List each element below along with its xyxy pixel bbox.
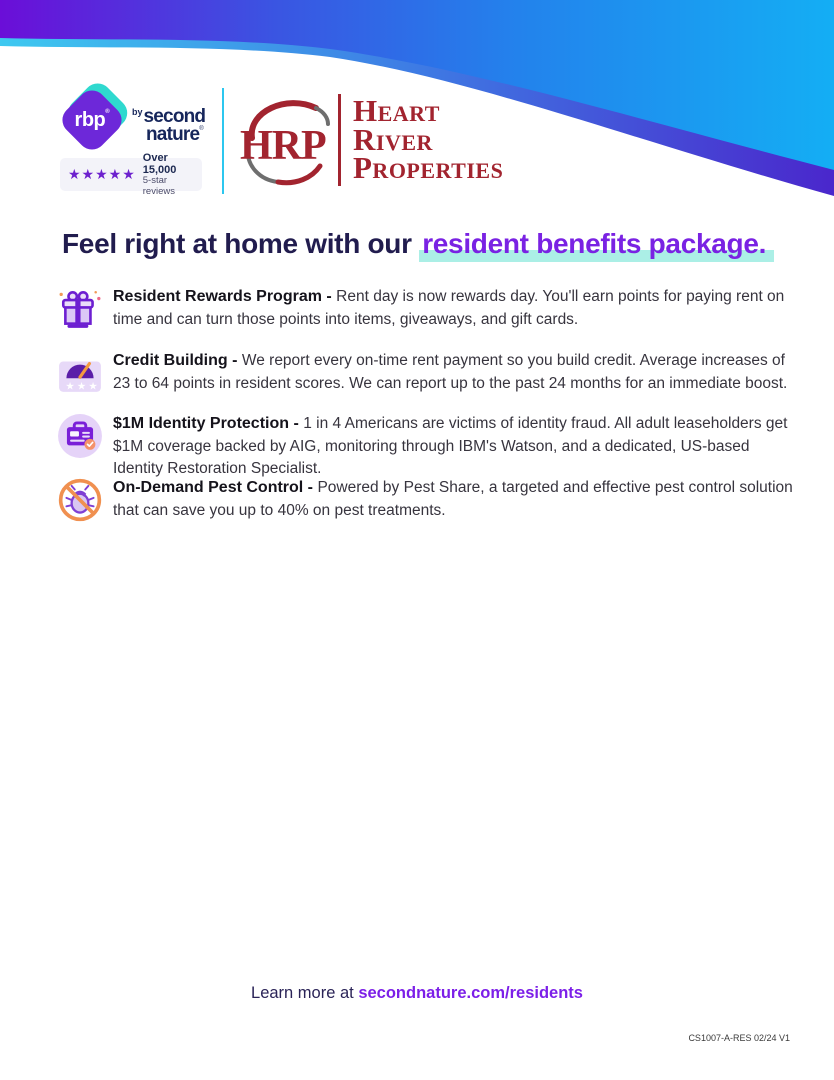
hrp-name <box>353 92 504 186</box>
benefit-body: 1 in 4 Americans are victims of identity fraud. All adult leaseholders get $1M coverage backed by AIG, monitoring through IBM's Watson, and a dedicated, US-based Identity Restoration Specialist. <box>113 415 788 477</box>
header <box>60 88 504 197</box>
logo-divider <box>222 88 224 194</box>
benefit-row-credit <box>57 350 797 396</box>
benefit-row-pest <box>57 477 797 523</box>
reviews-badge <box>60 151 202 197</box>
hrp-name-line2: River <box>353 121 433 157</box>
second-nature-wordmark: $^{by}$second nature® <box>132 106 206 145</box>
footer-prefix: Learn more at <box>251 984 359 1002</box>
hrp-name-line1: Heart <box>353 92 440 128</box>
hrp-monogram <box>238 90 334 190</box>
document-code: CS1007-A-RES 02/24 V1 <box>688 1033 790 1043</box>
headline-highlight: resident benefits package. <box>419 228 774 262</box>
benefit-title: On-Demand Pest Control <box>113 479 304 496</box>
headline-prefix: Feel right at home with our <box>62 228 420 259</box>
svg-text:★: ★ <box>65 381 75 393</box>
benefit-text: Resident Rewards Program - Rent day is now rewards day. You'll earn points for paying rent on time and can turn those points into items, giveaways, and gift cards. <box>113 288 785 328</box>
svg-text:★: ★ <box>76 381 87 393</box>
footer-link[interactable]: secondnature.com/residents <box>358 984 583 1002</box>
rbp-logo-icon <box>60 88 124 152</box>
no-pest-icon <box>57 477 103 523</box>
benefit-row-identity <box>57 413 797 480</box>
benefit-title: Credit Building <box>113 352 228 369</box>
benefit-text: $1M Identity Protection - 1 in 4 Americans are victims of identity fraud. All adult leaseholders get $1M coverage backed by AIG, monitoring through IBM's Watson, and a dedicated, US-based Identity Restoration Specialist. <box>113 415 788 477</box>
benefit-title: Resident Rewards Program <box>113 288 322 305</box>
benefit-body: Rent day is now rewards day. You'll earn points for paying rent on time and can turn those points into items, giveaways, and gift cards. <box>113 288 785 328</box>
rbp-trademark: ® <box>105 108 110 115</box>
reviews-label: 5-star reviews <box>142 175 175 197</box>
rbp-logo-block <box>60 88 210 197</box>
credit-gauge-icon <box>57 350 103 396</box>
reviews-count: Over 15,000 <box>142 151 177 177</box>
nature-trademark: ® <box>199 126 204 132</box>
gift-icon <box>57 286 103 332</box>
benefit-text: Credit Building - We report every on-time rent payment so you build credit. Average increases of 23 to 64 points in resident scores. We can report up to the past 24 months for an immediate boost. <box>113 352 788 392</box>
hrp-logo-block <box>238 90 503 190</box>
benefit-title: $1M Identity Protection <box>113 415 290 432</box>
rbp-logo-text: rbp® <box>74 108 110 131</box>
benefit-body: We report every on-time rent payment so you build credit. Average increases of 23 to 64 points in resident scores. We can report up to the past 24 months for an immediate boost. <box>113 352 788 392</box>
id-card-icon <box>57 413 103 459</box>
hrp-name-line3: Properties <box>353 150 504 186</box>
five-stars-icon: ★★★★★ <box>68 166 136 182</box>
page-title <box>62 228 822 260</box>
benefit-text: On-Demand Pest Control - Powered by Pest Share, a targeted and effective pest control solution that can save you up to 40% on pest treatments. <box>113 479 793 519</box>
by-label: by <box>132 107 143 118</box>
svg-text:★: ★ <box>88 381 98 393</box>
benefit-row-rewards <box>57 286 797 332</box>
rbp-purple-shape <box>57 85 128 156</box>
hrp-divider <box>338 94 341 186</box>
footer <box>0 984 834 1003</box>
benefit-body: Powered by Pest Share, a targeted and effective pest control solution that can save you up to 40% on pest treatments. <box>113 479 793 519</box>
hrp-monogram-text: HRP <box>240 123 326 169</box>
